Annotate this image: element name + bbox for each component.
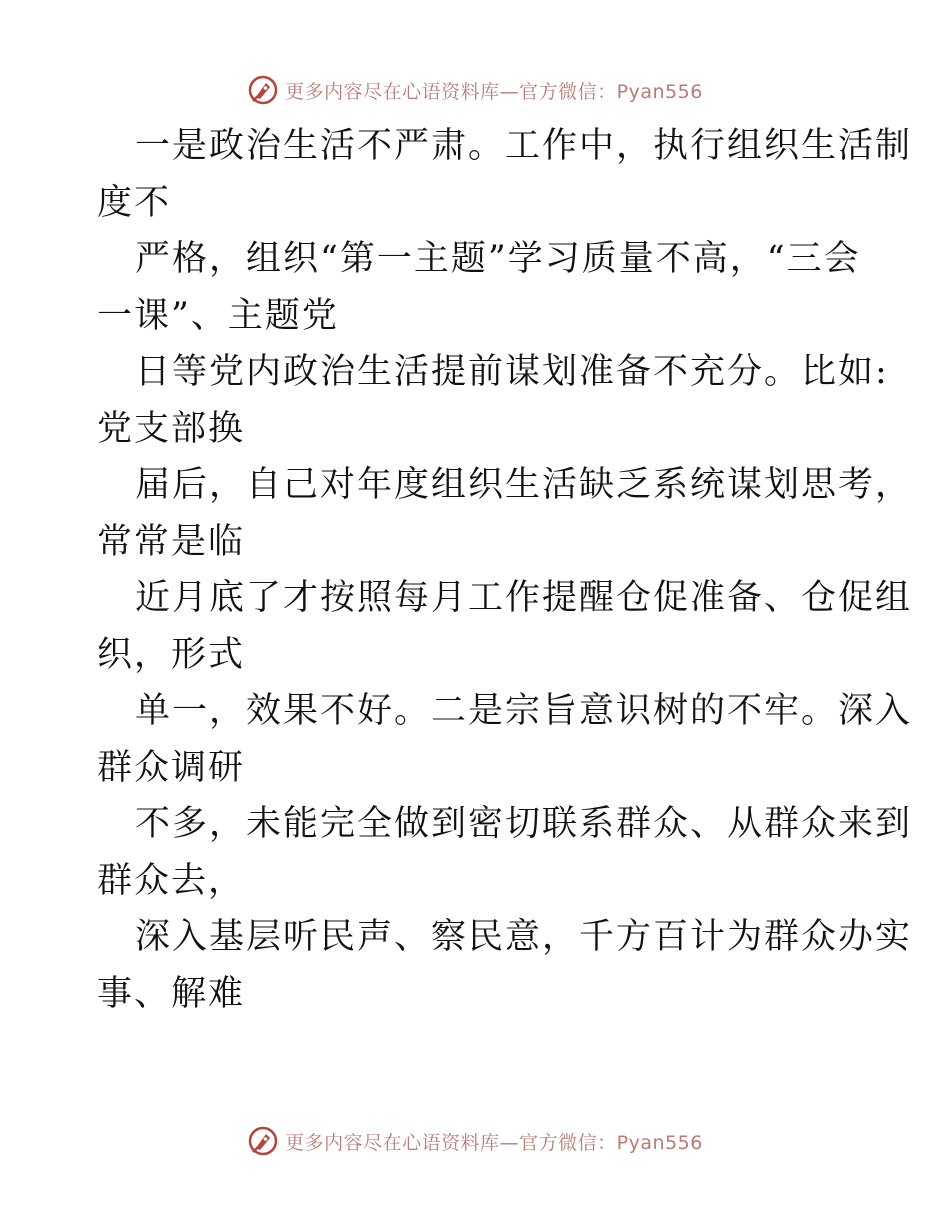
paragraph: [97, 909, 913, 1022]
paragraph: [97, 570, 913, 683]
paragraph-line: 度不: [97, 182, 172, 223]
paragraph-line: 群众调研: [97, 747, 246, 788]
paragraph-line: 不多，未能完全做到密切联系群众、从群众来到: [135, 804, 913, 844]
paragraph-line: 届后，自己对年度组织生活缺乏系统谋划思考，: [135, 465, 913, 505]
footer-banner: [0, 1121, 950, 1161]
paragraph-line: 一是政治生活不严肃。工作中，执行组织生活制: [135, 126, 913, 166]
paragraph-line: 一课”、主题党: [97, 295, 339, 336]
paragraph-line: 近月底了才按照每月工作提醒仓促准备、仓促组: [135, 578, 913, 618]
paragraph-line: 党支部换: [97, 408, 246, 449]
header-banner: [0, 70, 950, 110]
paragraph-line: 深入基层听民声、察民意，千方百计为群众办实: [135, 917, 913, 957]
paragraph-line: 常常是临: [97, 521, 246, 562]
document-body: [97, 118, 913, 1022]
paragraph: [97, 683, 913, 796]
paragraph-line: 日等党内政治生活提前谋划准备不充分。比如:: [135, 352, 889, 392]
paragraph-line: 织，形式: [97, 634, 246, 675]
paragraph-line: 严格，组织“第一主题”学习质量不高，“三会: [135, 239, 861, 279]
paragraph: [97, 231, 861, 344]
paragraph-line: 单一，效果不好。二是宗旨意识树的不牢。深入: [135, 691, 913, 731]
footer-banner-text: 更多内容尽在心语资料库—官方微信：Pyan556: [285, 1131, 703, 1154]
paragraph: [97, 457, 913, 570]
header-banner-text: 更多内容尽在心语资料库—官方微信：Pyan556: [285, 80, 703, 103]
pen-nib-logo-icon: [247, 74, 279, 106]
paragraph: [97, 796, 913, 909]
pen-nib-logo-icon: [247, 1125, 279, 1157]
paragraph: [97, 344, 889, 457]
paragraph-line: 事、解难: [97, 973, 246, 1014]
paragraph-line: 群众去，: [97, 860, 246, 901]
paragraph: [97, 118, 913, 231]
